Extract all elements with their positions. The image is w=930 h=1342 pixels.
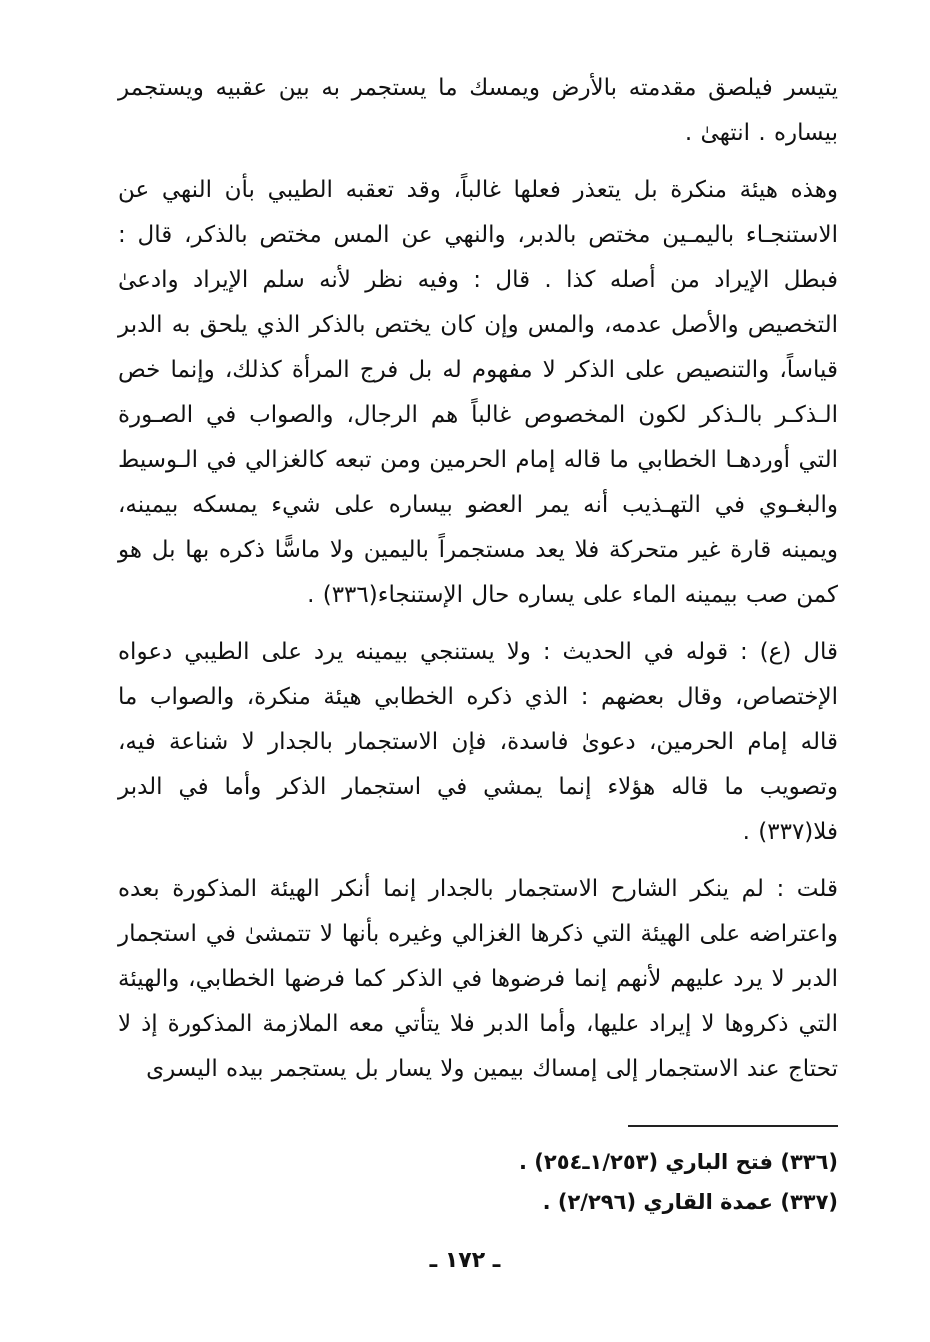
paragraph-3: قال (ع) : قوله في الحديث : ولا يستنجي بيمينه يرد على الطيبي دعواه الإختصاص، وقال بعضهم : الذي ذكره الخطابي هيئة منكرة، والصواب ما قاله إمام الحرمين، دعوىٰ فاسدة، فإن الاستجمار بالجدار لا شناعة فيه، وتصويب ما قاله هؤلاء إنما يمشي في استجمار الذكر وأما في الدبر فلا(٣٣٧) .: [118, 639, 838, 845]
footnote-336: (٣٣٦) فتح الباري (١/٢٥٣ـ٢٥٤) .: [518, 1150, 838, 1174]
footnotes: [440, 1142, 838, 1222]
main-text: [118, 66, 838, 1092]
footnote-separator: [628, 1125, 838, 1127]
paragraph-1: يتيسر فيلصق مقدمته بالأرض ويمسك ما يستجمر به بين عقبيه ويستجمر بيساره . انتهىٰ .: [118, 75, 838, 146]
page-number: ـ ١٧٢ ـ: [429, 1248, 501, 1273]
footnote-337: (٣٣٧) عمدة القاري (٢/٢٩٦) .: [542, 1190, 838, 1214]
paragraph-2: وهذه هيئة منكرة بل يتعذر فعلها غالباً، وقد تعقبه الطيبي بأن النهي عن الاستنجـاء باليمـين مختص بالدبر، والنهي عن المس مختص بالذكر، قال : فبطل الإيراد من أصله كذا . قال : وفيه نظر لأنه سلم الإيراد وادعىٰ التخصيص والأصل عدمه، والمس وإن كان يختص بالذكر الذي يلحق به الدبر قياساً، والتنصيص على الذكر لا مفهوم له بل فرج المرأة كذلك، وإنما خص الـذكـر بالـذكر لكون المخصوص غالباً هم الرجال، والصواب في الصـورة التي أوردهـا الخطابي ما قاله إمام الحرمين ومن تبعه كالغزالي في الـوسيط والبغـوي في التهـذيب أنه يمر العضو بيساره على شيء يمسكه بيمينه، ويمينه قارة غير متحركة فلا يعد مستجمراً باليمين ولا ماسًّا ذكره بها بل هو كمن صب بيمينه الماء على يساره حال الإستنجاء(٣٣٦) .: [118, 177, 838, 608]
paragraph-4: قلت : لم ينكر الشارح الاستجمار بالجدار إنما أنكر الهيئة المذكورة بعده واعتراضه على الهيئة التي ذكرها الغزالي وغيره بأنها لا تتمشىٰ في استجمار الدبر لا يرد عليهم لأنهم إنما فرضوها في الذكر كما فرضها الخطابي، والهيئة التي ذكروها لا إيراد عليها، وأما الدبر فلا يتأتي معه الملازمة المذكورة إذ لا تحتاج عند الاستجمار إلى إمساك بيمين ولا يسار بل يستجمر بيده اليسرى: [118, 876, 838, 1082]
